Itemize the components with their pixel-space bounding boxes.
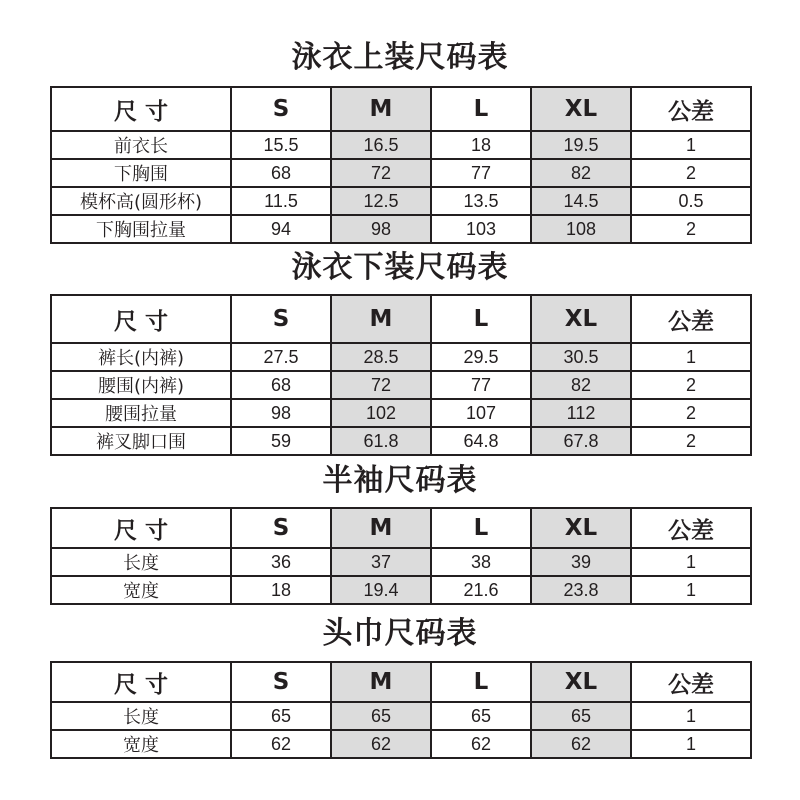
header-size: 尺 寸 [51, 87, 231, 131]
header-xl: XL [531, 87, 631, 131]
table-row [51, 730, 751, 758]
header-tolerance: 公差 [631, 508, 751, 548]
header-row [51, 87, 751, 131]
header-m: M [331, 295, 431, 343]
cell-l: 38 [431, 548, 531, 576]
cell-tolerance: 2 [631, 399, 751, 427]
cell-l: 65 [431, 702, 531, 730]
cell-xl: 14.5 [531, 187, 631, 215]
cell-l: 77 [431, 159, 531, 187]
cell-s: 68 [231, 159, 331, 187]
header-s: S [231, 508, 331, 548]
row-label: 前衣长 [51, 131, 231, 159]
cell-xl: 30.5 [531, 343, 631, 371]
cell-s: 27.5 [231, 343, 331, 371]
cell-xl: 65 [531, 702, 631, 730]
headscarf-size-table [50, 661, 752, 759]
header-s: S [231, 295, 331, 343]
cell-m: 65 [331, 702, 431, 730]
header-m: M [331, 508, 431, 548]
cell-xl: 112 [531, 399, 631, 427]
table-row [51, 343, 751, 371]
cell-tolerance: 1 [631, 730, 751, 758]
cell-l: 29.5 [431, 343, 531, 371]
cell-s: 62 [231, 730, 331, 758]
cell-s: 15.5 [231, 131, 331, 159]
header-row [51, 295, 751, 343]
cell-s: 94 [231, 215, 331, 243]
row-label: 模杯高(圆形杯) [51, 187, 231, 215]
cell-xl: 19.5 [531, 131, 631, 159]
header-s: S [231, 87, 331, 131]
cell-tolerance: 2 [631, 159, 751, 187]
headscarf-size-chart-title: 头巾尺码表 [322, 616, 478, 651]
header-row [51, 662, 751, 702]
cell-tolerance: 1 [631, 131, 751, 159]
header-m: M [331, 87, 431, 131]
header-l: L [431, 508, 531, 548]
header-m: M [331, 662, 431, 702]
short-sleeve-size-table [50, 507, 752, 605]
cell-s: 65 [231, 702, 331, 730]
cell-s: 18 [231, 576, 331, 604]
cell-tolerance: 2 [631, 427, 751, 455]
row-label: 宽度 [51, 730, 231, 758]
row-label: 腰围(内裤) [51, 371, 231, 399]
cell-l: 13.5 [431, 187, 531, 215]
cell-xl: 82 [531, 371, 631, 399]
header-row [51, 508, 751, 548]
swim-bottom-size-table [50, 294, 752, 456]
header-size: 尺 寸 [51, 662, 231, 702]
row-label: 长度 [51, 548, 231, 576]
table-row [51, 215, 751, 243]
table-row [51, 187, 751, 215]
cell-xl: 108 [531, 215, 631, 243]
cell-l: 18 [431, 131, 531, 159]
cell-m: 61.8 [331, 427, 431, 455]
cell-s: 59 [231, 427, 331, 455]
cell-m: 12.5 [331, 187, 431, 215]
cell-xl: 82 [531, 159, 631, 187]
cell-tolerance: 1 [631, 548, 751, 576]
cell-m: 72 [331, 159, 431, 187]
header-xl: XL [531, 508, 631, 548]
header-tolerance: 公差 [631, 295, 751, 343]
cell-m: 16.5 [331, 131, 431, 159]
cell-m: 62 [331, 730, 431, 758]
table-row [51, 159, 751, 187]
cell-l: 64.8 [431, 427, 531, 455]
cell-tolerance: 0.5 [631, 187, 751, 215]
table-row [51, 131, 751, 159]
header-l: L [431, 295, 531, 343]
table-row [51, 548, 751, 576]
header-xl: XL [531, 295, 631, 343]
cell-tolerance: 2 [631, 215, 751, 243]
table-row [51, 371, 751, 399]
row-label: 下胸围拉量 [51, 215, 231, 243]
row-label: 腰围拉量 [51, 399, 231, 427]
cell-l: 107 [431, 399, 531, 427]
cell-tolerance: 1 [631, 702, 751, 730]
header-xl: XL [531, 662, 631, 702]
table-row [51, 576, 751, 604]
cell-m: 37 [331, 548, 431, 576]
cell-tolerance: 2 [631, 371, 751, 399]
cell-xl: 67.8 [531, 427, 631, 455]
cell-s: 68 [231, 371, 331, 399]
header-l: L [431, 662, 531, 702]
row-label: 长度 [51, 702, 231, 730]
cell-l: 62 [431, 730, 531, 758]
cell-tolerance: 1 [631, 343, 751, 371]
cell-xl: 23.8 [531, 576, 631, 604]
cell-l: 103 [431, 215, 531, 243]
header-size: 尺 寸 [51, 295, 231, 343]
cell-m: 19.4 [331, 576, 431, 604]
cell-l: 21.6 [431, 576, 531, 604]
header-tolerance: 公差 [631, 662, 751, 702]
cell-s: 36 [231, 548, 331, 576]
short-sleeve-size-chart-title: 半袖尺码表 [322, 463, 478, 498]
swim-top-size-chart-title: 泳衣上装尺码表 [291, 40, 509, 75]
swim-bottom-size-chart-title: 泳衣下装尺码表 [291, 250, 509, 285]
cell-m: 28.5 [331, 343, 431, 371]
cell-s: 98 [231, 399, 331, 427]
cell-xl: 39 [531, 548, 631, 576]
row-label: 下胸围 [51, 159, 231, 187]
row-label: 裤长(内裤) [51, 343, 231, 371]
cell-xl: 62 [531, 730, 631, 758]
cell-m: 72 [331, 371, 431, 399]
row-label: 裤叉脚口围 [51, 427, 231, 455]
cell-l: 77 [431, 371, 531, 399]
header-s: S [231, 662, 331, 702]
cell-m: 102 [331, 399, 431, 427]
table-row [51, 702, 751, 730]
row-label: 宽度 [51, 576, 231, 604]
cell-m: 98 [331, 215, 431, 243]
swim-top-size-table [50, 86, 752, 244]
cell-s: 11.5 [231, 187, 331, 215]
cell-tolerance: 1 [631, 576, 751, 604]
table-row [51, 427, 751, 455]
header-l: L [431, 87, 531, 131]
header-size: 尺 寸 [51, 508, 231, 548]
header-tolerance: 公差 [631, 87, 751, 131]
table-row [51, 399, 751, 427]
